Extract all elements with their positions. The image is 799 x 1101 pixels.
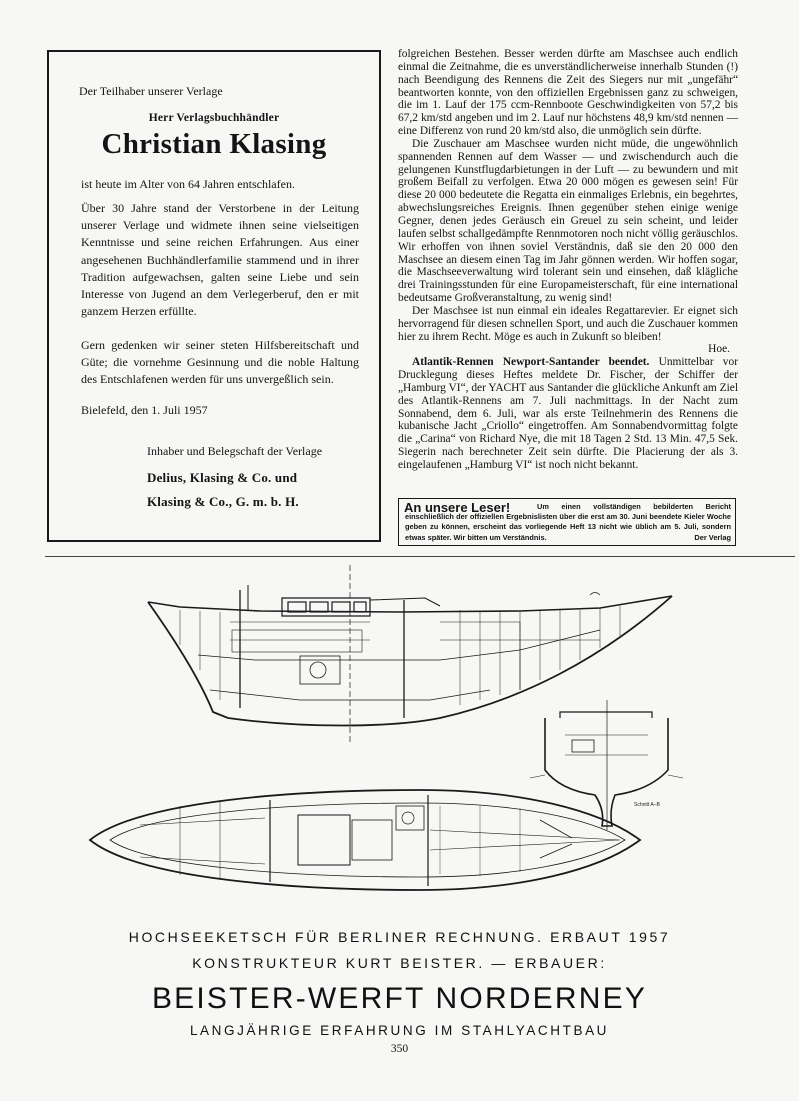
section-scale-label: Schnitt A–B: [634, 802, 660, 808]
article-paragraph-1: folgreichen Bestehen. Besser werden dürfte am Maschsee auch endlich einmal die Zeitnahme, die es unverständlicherweise innerhalb Stunden (!) nach Beendigung des Rennens die Zeit des Siegers nur mit „ungefähr“ beantworten konnte, von den offiziellen Ergebnissen ganz zu schweigen, die im 1. Lauf der 175 ccm-Rennboote Geschwindigkeiten von 57,2 bis 67,2 km/std angeben und im 2. Lauf nur höchstens 48,9 km/std nennen — eine Differenz von rund 20 km/std also, die unmöglich sein dürfte.: [398, 48, 738, 138]
obituary-intro: Der Teilhaber unserer Verlage: [79, 84, 223, 98]
obituary-death-line: ist heute im Alter von 64 Jahren entschlafen.: [81, 177, 295, 191]
notice-title: An unsere Leser!: [404, 500, 511, 515]
article-paragraph-3: Der Maschsee ist nun einmal ein ideales Regattarevier. Er eignet sich hervorragend für diesen schnellen Sport, und auch die Zuschauer kommen hier zu ihrem Recht. Möge es auch in Zukunft so bleiben!: [398, 304, 738, 343]
obituary-place-date: Bielefeld, den 1. Juli 1957: [81, 403, 208, 417]
obituary-paragraph-2: Gern gedenken wir seiner steten Hilfsbereitschaft und Güte; die vornehme Gesinnung und die noble Haltung des Entschlafenen werden für uns unvergeßlich sein.: [81, 338, 359, 387]
ad-line-4: LANGJÄHRIGE ERFAHRUNG IM STAHLYACHTBAU: [189, 1023, 610, 1038]
notice-body: Um einen vollständigen bebilderten Bericht einschließlich der offiziellen Ergebnislisten über die erst am 30. Juni beendete Kieler Woche geben zu können, erscheint das vorliegende Heft 13 nicht wie üblich am 5. Juli, sondern etwas später. Wir bitten um Verständnis.: [405, 502, 731, 542]
notice-sign: Der Verlag: [694, 532, 731, 542]
ad-line-1: HOCHSEEKETSCH FÜR BERLINER RECHNUNG. ERBAUT 1957: [128, 929, 671, 945]
deck-plan: [90, 790, 640, 890]
obituary-firm-line-2: Klasing & Co., G. m. b. H.: [147, 494, 299, 509]
obituary-paragraph-1: Über 30 Jahre stand der Verstorbene in der Leitung unserer Verlage und widmete ihnen seine vielseitigen Kenntnisse und seine reichen Erfahrungen. Aus einer angesehenen Buchhändlerfamilie stammend und in ihrer Tradition aufgewachsen, galten seine Liebe und sein Interesse von Jugend an dem Verlegerberuf, den er mit ganzem Herzen erfüllte.: [81, 201, 359, 319]
article-headline: Atlantik-Rennen Newport-Santander beendet.: [412, 356, 650, 369]
page-number: 350: [390, 1043, 409, 1055]
article-signoff: Hoe.: [708, 343, 730, 356]
article-paragraph-2: Die Zuschauer am Maschsee wurden nicht müde, die ungewöhnlich spannenden Rennen auf dem Wasser — und zwischendurch auch die gelungenen Kunstflugdarbietungen in der Luft — zu bewundern und mit großem Beifall zu verfolgen. Etwa 20 000 mögen es gewesen sein! Für diese 20 000 bedeutete die Regatta ein einmaliges Erlebnis, ein begehrtes, abwechslungsreiches Ereignis. Ihnen gegenüber stehen einige wenige Gegner, denen jedes Geräusch ein Greuel zu sein scheint, und leider laufen selbst schallgedämpfte Rennmotoren noch nicht völlig geräuschlos. Wir erhoffen von ihnen soviel Verständnis, daß sie den 20 000 den Maschsee an diesem einen Tag im Jahr gönnen werden. Wir hoffen sogar, die Maschseeverwaltung wird tolerant sein und einsehen, daß klägliche drei Trainingsstunden für eine Europameisterschaft, für eine international bedeutsame Großveranstaltung, zu wenig sind!: [398, 137, 738, 305]
cross-section: [530, 700, 683, 830]
ad-line-2: KONSTRUKTEUR KURT BEISTER. — ERBAUER:: [192, 955, 607, 971]
obituary-name: Christian Klasing: [101, 128, 327, 160]
ad-shipyard-name: BEISTER-WERFT NORDERNEY: [151, 982, 648, 1015]
obituary-role: Herr Verlagsbuchhändler: [148, 112, 280, 124]
obituary-firm-line-1: Delius, Klasing & Co. und: [147, 470, 298, 485]
hull-profile: [148, 565, 672, 745]
article-paragraph-4-text: Unmittelbar vor Drucklegung dieses Heftes meldete Dr. Fischer, der Schiffer der „Hamburg VI“, der YACHT aus Santander die glückliche Ankunft am Ziel des Atlantik-Rennens am 7. Juli nachmittags. In der Nacht zum Sonnabend, dem 6. Juli, war als erste Teilnehmerin des Rennens die kubanische Jacht „Criollo“ eingetroffen. Am Sonnabendvormittag folgte die „Carina“ von Richard Nye, die mit 18 Tagen 2 Std. 13 Min. 47,5 Sek. Siegerin nach berechneter Zeit sein dürfte. Die Placierung der als 3. eingelaufenen „Hamburg VI“ ist noch nicht bekannt.: [398, 356, 738, 471]
obituary-signed-by: Inhaber und Belegschaft der Verlage: [147, 444, 323, 458]
